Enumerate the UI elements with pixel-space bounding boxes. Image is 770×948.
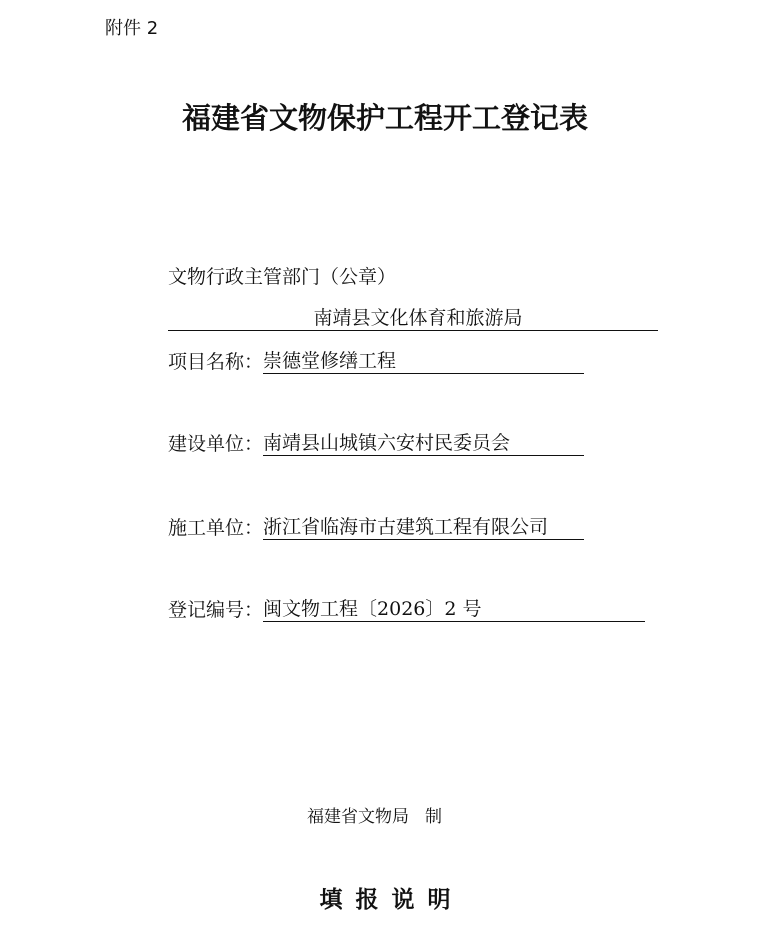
construction-unit-label: 建设单位： xyxy=(168,433,264,455)
registration-number-row xyxy=(168,596,645,622)
authority-label: 文物行政主管部门（公章） xyxy=(168,266,397,288)
attachment-label: 附件 2 xyxy=(105,18,159,39)
contractor-row xyxy=(168,514,584,540)
registration-number-value: 闽文物工程〔2026〕2 号 xyxy=(263,597,645,622)
construction-unit-row xyxy=(168,430,584,456)
page-title: 福建省文物保护工程开工登记表 xyxy=(181,101,588,135)
issuer-name: 福建省文物局 xyxy=(307,807,409,827)
instructions-heading: 填报说明 xyxy=(319,886,464,913)
project-name-value: 崇德堂修缮工程 xyxy=(263,349,584,374)
construction-unit-value: 南靖县山城镇六安村民委员会 xyxy=(263,431,584,456)
contractor-value: 浙江省临海市古建筑工程有限公司 xyxy=(263,515,584,540)
issuer-suffix: 制 xyxy=(425,807,442,827)
authority-value: 南靖县文化体育和旅游局 xyxy=(313,307,523,329)
contractor-label: 施工单位： xyxy=(168,517,264,539)
authority-field xyxy=(168,306,658,331)
issuer-line xyxy=(307,806,442,828)
registration-number-label: 登记编号： xyxy=(168,599,264,621)
project-name-row xyxy=(168,348,584,374)
project-name-label: 项目名称： xyxy=(168,351,264,373)
